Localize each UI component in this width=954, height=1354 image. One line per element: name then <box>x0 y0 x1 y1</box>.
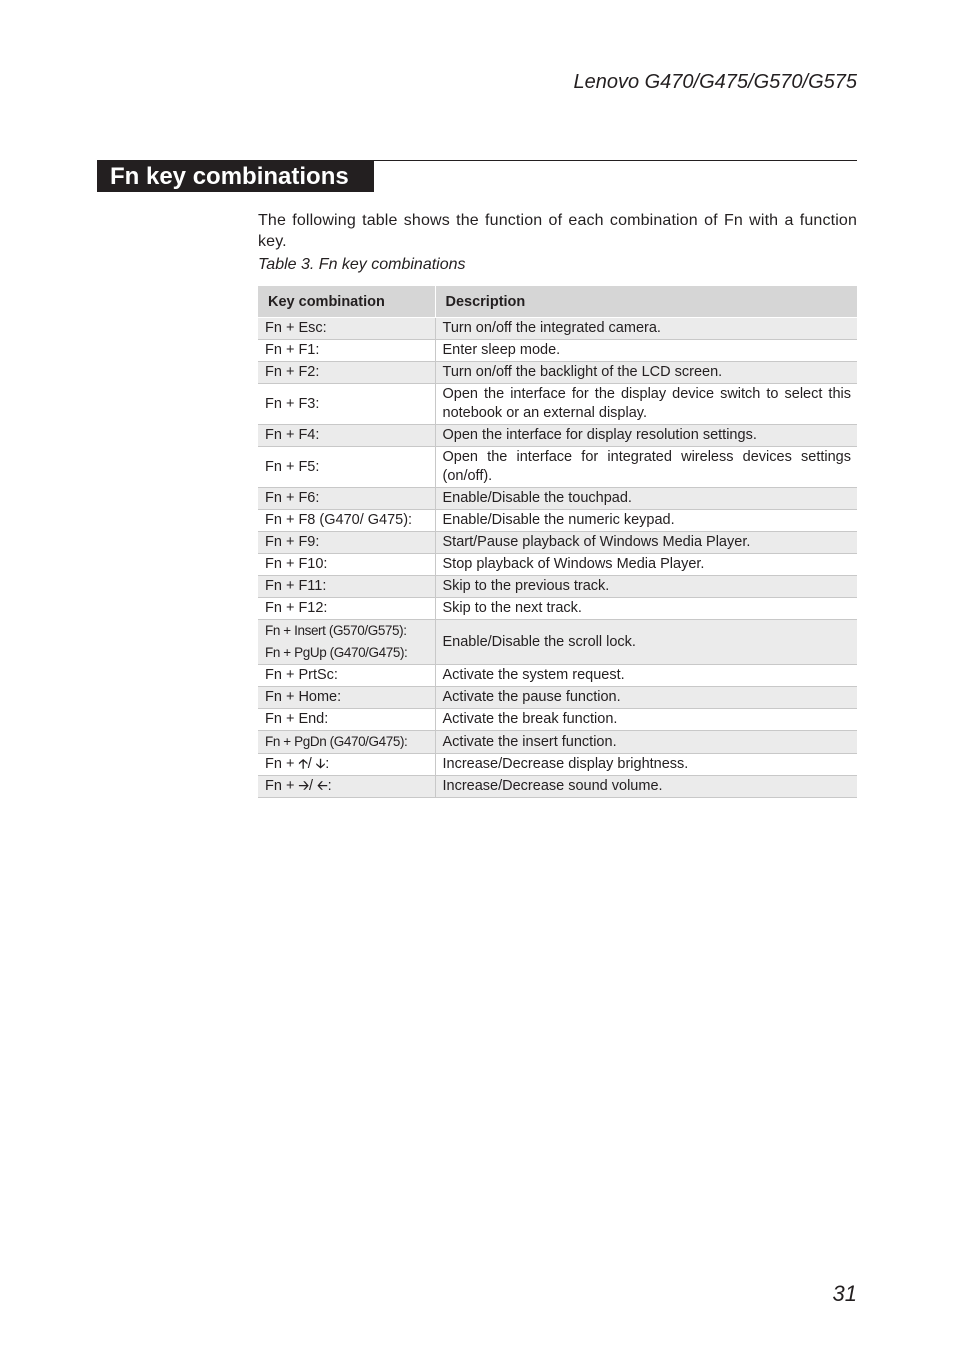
key-cell <box>258 776 435 798</box>
key-cell: Fn + F1: <box>258 340 435 362</box>
running-header: Lenovo G470/G475/G570/G575 <box>573 71 857 93</box>
table-row <box>258 731 857 754</box>
arrow-left-icon: 🡠 <box>317 778 328 793</box>
description-cell: Open the interface for the display device switch to select this notebook or an external display. <box>435 384 857 425</box>
table-row <box>258 754 857 776</box>
key-cell: Fn + F2: <box>258 362 435 384</box>
table-row <box>258 362 857 384</box>
key-cell: Fn + F4: <box>258 425 435 447</box>
description-cell: Activate the break function. <box>435 709 857 731</box>
description-cell: Skip to the previous track. <box>435 576 857 598</box>
table-row <box>258 447 857 488</box>
table-row <box>258 384 857 425</box>
key-cell: Fn + PrtSc: <box>258 665 435 687</box>
description-cell: Skip to the next track. <box>435 598 857 620</box>
arrow-right-icon: 🡢 <box>298 778 309 793</box>
description-cell: Enter sleep mode. <box>435 340 857 362</box>
table-row <box>258 318 857 340</box>
key-cell: Fn + F3: <box>258 384 435 425</box>
key-cell <box>258 620 435 665</box>
table-row <box>258 532 857 554</box>
key-cell: Fn + Esc: <box>258 318 435 340</box>
description-cell: Turn on/off the integrated camera. <box>435 318 857 340</box>
key-cell: Fn + F9: <box>258 532 435 554</box>
description-cell: Activate the system request. <box>435 665 857 687</box>
table-row <box>258 554 857 576</box>
table-caption: Table 3. Fn key combinations <box>258 256 466 273</box>
column-header-description: Description <box>435 286 857 318</box>
table-row <box>258 709 857 731</box>
description-cell: Turn on/off the backlight of the LCD screen. <box>435 362 857 384</box>
table-row <box>258 488 857 510</box>
key-cell: Fn + F5: <box>258 447 435 488</box>
fn-key-table <box>258 286 857 798</box>
arrow-down-icon: 🡣 <box>315 756 326 771</box>
key-cell <box>258 731 435 754</box>
key-cell: Fn + F12: <box>258 598 435 620</box>
key-cell <box>258 754 435 776</box>
key-suffix: : <box>327 778 332 794</box>
table-row <box>258 340 857 362</box>
table-row <box>258 776 857 798</box>
key-prefix: Fn + <box>265 756 295 772</box>
key-prefix: Fn + <box>265 778 295 794</box>
table-row <box>258 620 857 665</box>
description-cell: Activate the insert function. <box>435 731 857 754</box>
key-text: Fn + PgDn (G470/G475): <box>265 734 408 749</box>
description-cell: Enable/Disable the touchpad. <box>435 488 857 510</box>
table-row <box>258 510 857 532</box>
key-cell: Fn + Home: <box>258 687 435 709</box>
table-row <box>258 598 857 620</box>
table-header-row <box>258 286 857 318</box>
column-header-key: Key combination <box>258 286 435 318</box>
description-cell: Activate the pause function. <box>435 687 857 709</box>
key-separator: / <box>307 756 312 772</box>
page-number: 31 <box>832 1281 857 1306</box>
description-cell: Open the interface for display resolution settings. <box>435 425 857 447</box>
key-cell: Fn + End: <box>258 709 435 731</box>
key-line: Fn + PgUp (G470/G475): <box>265 645 408 660</box>
description-cell: Increase/Decrease sound volume. <box>435 776 857 798</box>
key-suffix: : <box>325 756 330 772</box>
key-cell: Fn + F11: <box>258 576 435 598</box>
key-cell: Fn + F6: <box>258 488 435 510</box>
table-row <box>258 687 857 709</box>
description-cell: Start/Pause playback of Windows Media Player. <box>435 532 857 554</box>
intro-paragraph: The following table shows the function of each combination of Fn with a function key. <box>258 212 857 250</box>
description-cell: Increase/Decrease display brightness. <box>435 754 857 776</box>
description-cell: Enable/Disable the numeric keypad. <box>435 510 857 532</box>
description-cell: Enable/Disable the scroll lock. <box>435 620 857 665</box>
description-cell: Stop playback of Windows Media Player. <box>435 554 857 576</box>
key-cell: Fn + F8 (G470/ G475): <box>258 510 435 532</box>
key-separator: / <box>309 778 314 794</box>
arrow-up-icon: 🡡 <box>298 756 308 771</box>
key-line: Fn + Insert (G570/G575): <box>265 623 407 638</box>
table-row <box>258 425 857 447</box>
description-cell: Open the interface for integrated wireless devices settings (on/off). <box>435 447 857 488</box>
table-row <box>258 665 857 687</box>
section-title: Fn key combinations <box>97 160 374 192</box>
key-cell: Fn + F10: <box>258 554 435 576</box>
table-row <box>258 576 857 598</box>
